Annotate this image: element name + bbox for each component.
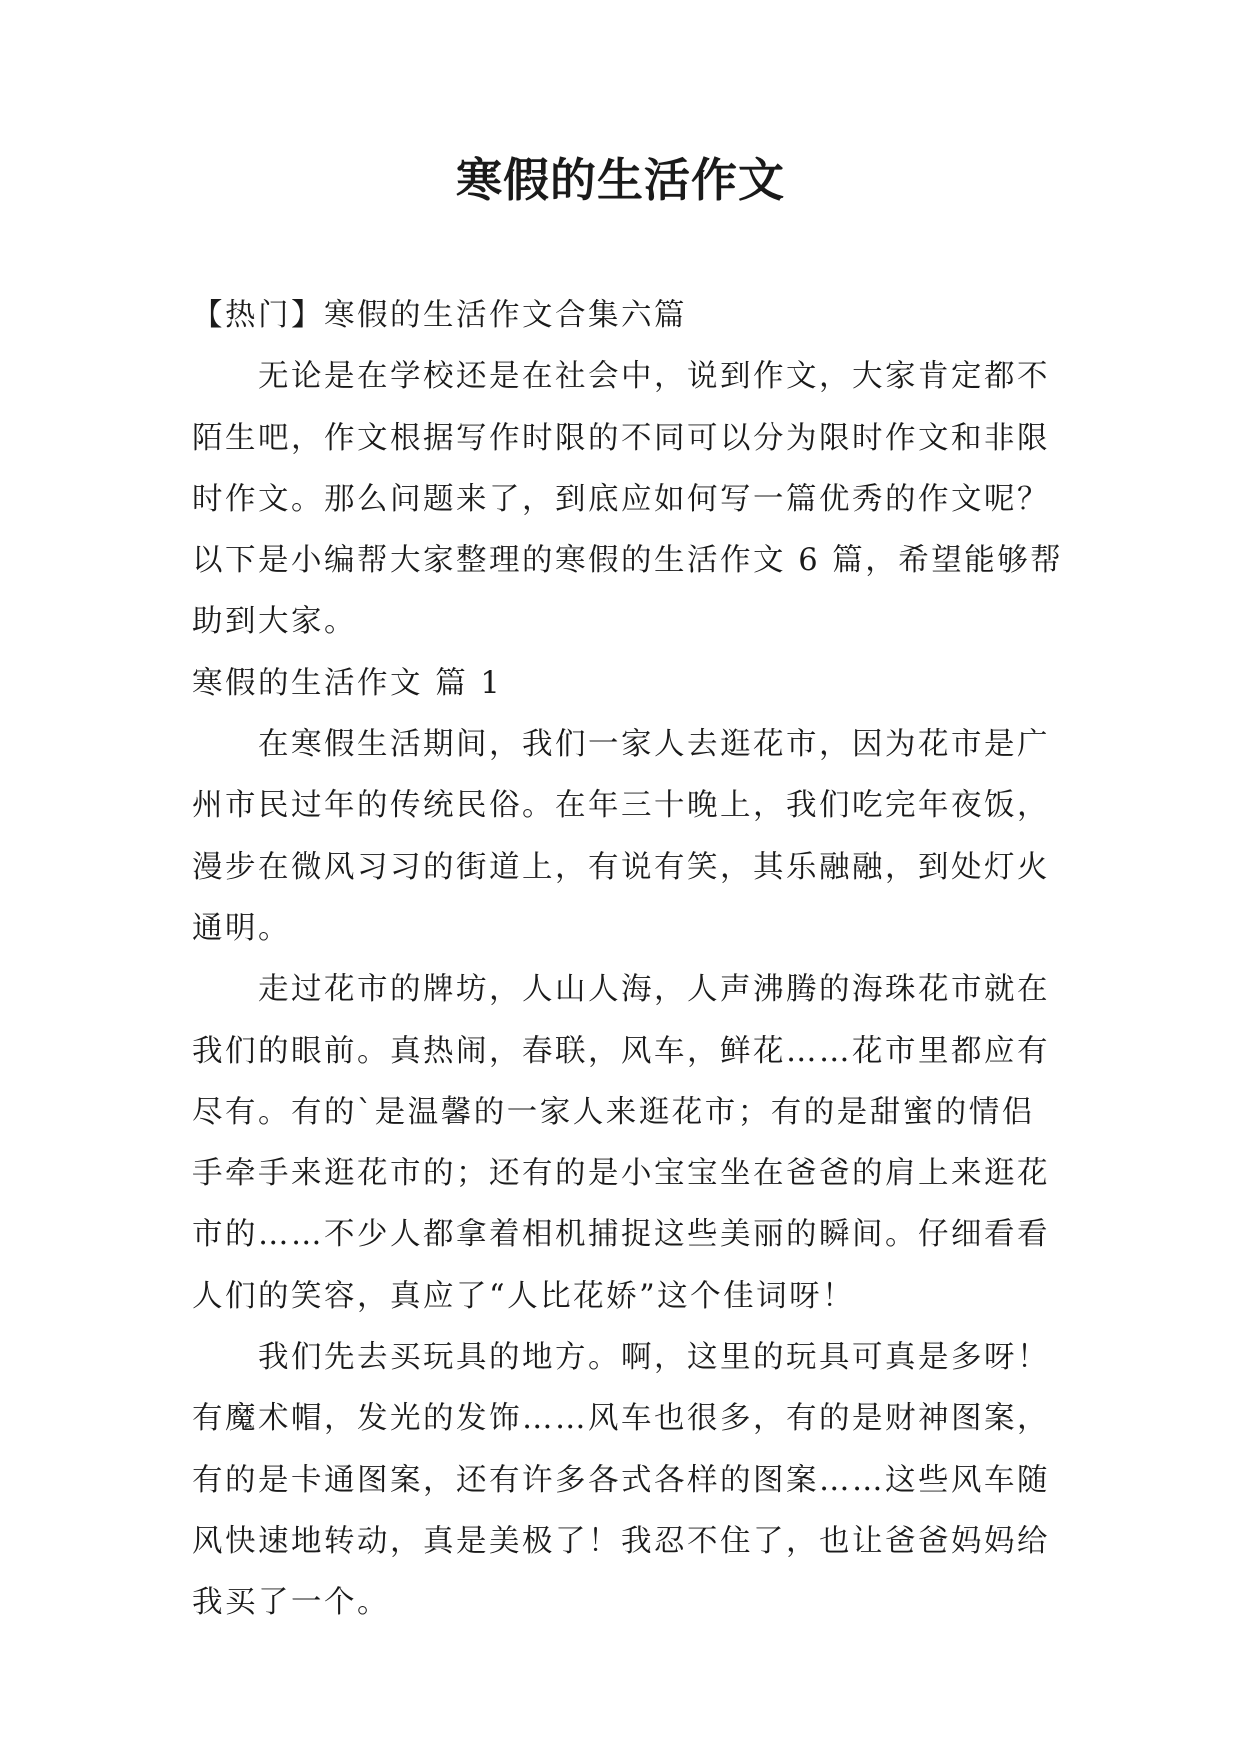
text-line: 有魔术帽，发光的发饰……风车也很多，有的是财神图案， — [192, 1401, 1050, 1437]
text-line: 在寒假生活期间，我们一家人去逛花市，因为花市是广 — [258, 727, 1050, 763]
document-title: 寒假的生活作文 — [456, 153, 785, 207]
text-line: 我们先去买玩具的地方。啊，这里的玩具可真是多呀！ — [258, 1340, 1050, 1376]
text-line: 时作文。那么问题来了，到底应如何写一篇优秀的作文呢？ — [192, 481, 1050, 517]
text-line: 通明。 — [192, 910, 291, 946]
document-body — [192, 285, 1064, 1634]
text-line: 有的是卡通图案，还有许多各式各样的图案……这些风车随 — [192, 1462, 1050, 1498]
text-line: 风快速地转动，真是美极了！我忍不住了，也让爸爸妈妈给 — [192, 1523, 1050, 1559]
text-line: 人们的笑容，真应了“人比花娇”这个佳词呀！ — [192, 1278, 856, 1314]
text-line: 以下是小编帮大家整理的寒假的生活作文 6 篇，希望能够帮 — [192, 543, 1064, 579]
text-line: 漫步在微风习习的街道上，有说有笑，其乐融融，到处灯火 — [192, 849, 1050, 885]
text-line: 手牵手来逛花市的；还有的是小宝宝坐在爸爸的肩上来逛花 — [192, 1156, 1050, 1192]
text-line: 【热门】寒假的生活作文合集六篇 — [192, 298, 687, 333]
text-line: 助到大家。 — [192, 604, 357, 640]
text-line: 我买了一个。 — [192, 1585, 390, 1621]
text-line: 尽有。有的`是温馨的一家人来逛花市；有的是甜蜜的情侣 — [192, 1094, 1035, 1130]
text-line: 走过花市的牌坊，人山人海，人声沸腾的海珠花市就在 — [258, 972, 1050, 1008]
text-line: 州市民过年的传统民俗。在年三十晚上，我们吃完年夜饭， — [192, 788, 1050, 824]
text-line: 寒假的生活作文 篇 1 — [192, 665, 503, 701]
text-line: 我们的眼前。真热闹，春联，风车，鲜花……花市里都应有 — [192, 1033, 1050, 1069]
text-line: 无论是在学校还是在社会中，说到作文，大家肯定都不 — [258, 359, 1050, 395]
text-line: 市的……不少人都拿着相机捕捉这些美丽的瞬间。仔细看看 — [192, 1217, 1050, 1253]
text-line: 陌生吧，作文根据写作时限的不同可以分为限时作文和非限 — [192, 420, 1050, 456]
